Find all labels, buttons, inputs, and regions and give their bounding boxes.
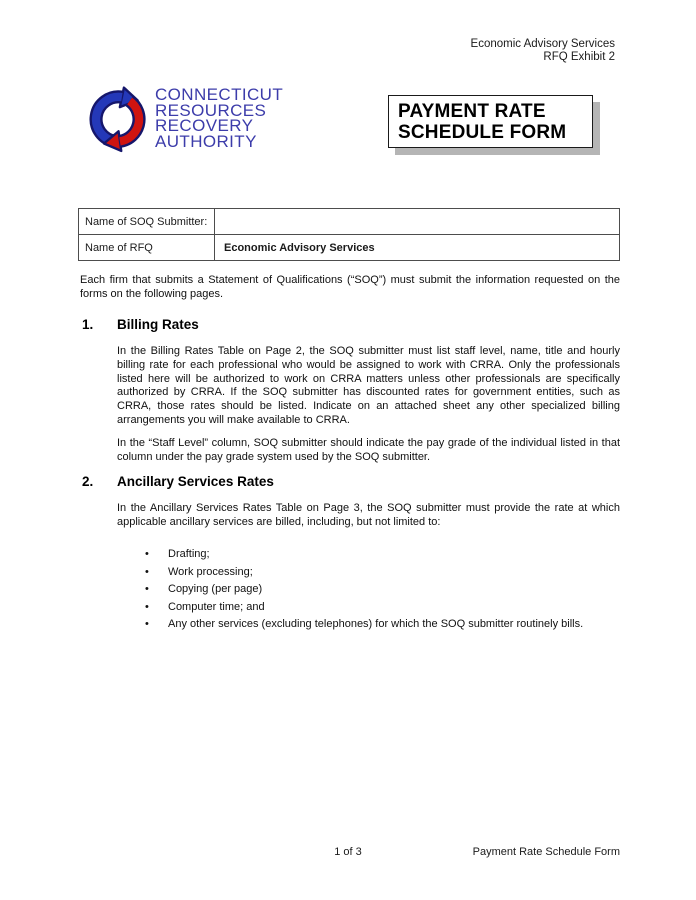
submitter-info-table xyxy=(78,208,620,261)
section-1-heading xyxy=(82,317,199,332)
ancillary-services-bullet-list xyxy=(145,548,625,636)
list-item xyxy=(145,601,625,614)
crra-circular-arrows-icon xyxy=(84,84,150,154)
bullet-icon: • xyxy=(145,618,149,630)
crra-logo-text xyxy=(155,87,283,149)
header-line-exhibit: RFQ Exhibit 2 xyxy=(543,51,615,63)
logo-line-resources: RESOURCES xyxy=(155,100,267,120)
logo-line-recovery: RECOVERY xyxy=(155,116,254,136)
section-1-paragraph-1: In the Billing Rates Table on Page 2, the SOQ submitter must list staff level, name, title and hourly billing rate for each professional who would be assigned to work with CRRA. Only the professionals listed here will be authorized to work on CRRA matters unless other professionals are specifically authorized by CRRA. If the SOQ submitter has discounted rates for government entities, such as CRRA, those rates should be listed. Indicate on an attached sheet any other specialized billing arrangements you will make available to CRRA. xyxy=(117,345,620,426)
list-item xyxy=(145,618,625,631)
bullet-icon: • xyxy=(145,600,149,613)
bullet-text-computer-time: Computer time; and xyxy=(168,600,265,613)
section-2-heading xyxy=(82,474,274,489)
section-2-title: Ancillary Services Rates xyxy=(117,474,274,489)
header-note xyxy=(471,38,615,64)
section-1-title: Billing Rates xyxy=(117,317,199,332)
intro-paragraph: Each firm that submits a Statement of Qualifications (“SOQ”) must submit the information requested on the forms on the following pages. xyxy=(80,274,620,300)
bullet-icon: • xyxy=(145,548,149,560)
list-item xyxy=(145,566,625,579)
form-title-line-1: PAYMENT RATE xyxy=(398,101,546,122)
logo-line-authority: AUTHORITY xyxy=(155,131,257,151)
rfq-name-value: Economic Advisory Services xyxy=(215,235,620,261)
list-item xyxy=(145,548,625,561)
section-1-number: 1. xyxy=(82,317,94,332)
bullet-text-copying: Copying (per page) xyxy=(168,583,263,595)
table-row-rfq-name xyxy=(79,235,620,261)
section-1-paragraph-2: In the “Staff Level” column, SOQ submitter should indicate the pay grade of the individual listed in that column under the pay grade system used by the SOQ submitter. xyxy=(117,437,620,463)
bullet-text-word-processing: Work processing; xyxy=(168,565,253,578)
list-item xyxy=(145,583,625,596)
bullet-icon: • xyxy=(145,583,149,595)
form-title-line-2: SCHEDULE FORM xyxy=(398,121,567,143)
rfq-name-label: Name of RFQ xyxy=(79,235,215,261)
bullet-icon: • xyxy=(145,565,149,578)
section-2-paragraph-1: In the Ancillary Services Rates Table on Page 3, the SOQ submitter must provide the rate at which applicable ancillary services are billed, including, but not limited to: xyxy=(117,502,620,528)
section-2-number: 2. xyxy=(82,474,94,489)
logo-line-connecticut: CONNECTICUT xyxy=(155,85,284,104)
table-row-soq-submitter xyxy=(79,209,620,235)
crra-logo xyxy=(84,84,283,154)
bullet-text-other-services: Any other services (excluding telephones) for which the SOQ submitter routinely bills. xyxy=(168,618,584,630)
form-title-box xyxy=(388,95,593,148)
footer-form-name: Payment Rate Schedule Form xyxy=(472,846,620,858)
header-line-service: Economic Advisory Services xyxy=(470,38,615,50)
bullet-text-drafting: Drafting; xyxy=(168,548,210,560)
footer-page-number: 1 of 3 xyxy=(334,846,362,858)
soq-submitter-value-blank xyxy=(215,209,620,235)
soq-submitter-label: Name of SOQ Submitter: xyxy=(79,209,215,235)
